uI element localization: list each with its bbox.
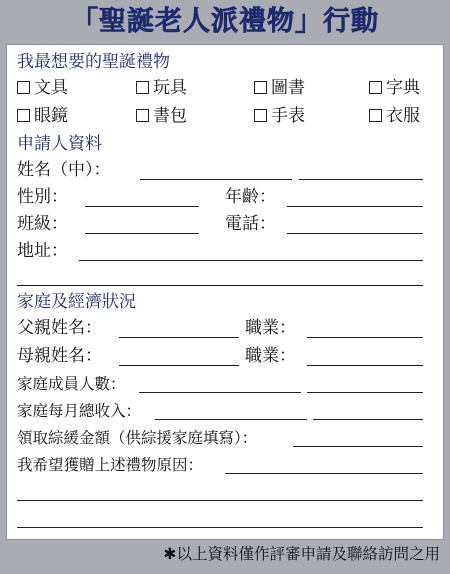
reason-field-line2[interactable]	[17, 500, 423, 501]
checkbox-icon	[254, 81, 267, 94]
applicant-heading: 申請人資料	[17, 134, 102, 154]
checkbox-icon	[17, 81, 30, 94]
family-members-label: 家庭成員人數：	[17, 375, 126, 393]
cssa-amount-field[interactable]	[293, 446, 423, 447]
wish-checkbox-schoolbag[interactable]: 書包	[136, 105, 187, 127]
wish-checkbox-dictionary[interactable]: 字典	[369, 77, 420, 99]
checkbox-icon	[254, 109, 267, 122]
application-form	[6, 44, 444, 540]
form-title: 「聖誕老人派禮物」行動	[71, 6, 379, 37]
wish-checkbox-books[interactable]: 圖書	[254, 77, 305, 99]
address-field-line2[interactable]	[17, 285, 423, 286]
address-label: 地址：	[17, 241, 68, 261]
monthly-income-field-extra[interactable]	[313, 419, 423, 420]
checkbox-icon	[17, 109, 30, 122]
wishlist-heading: 我最想要的聖誕禮物	[17, 52, 170, 72]
class-field[interactable]	[85, 233, 199, 234]
mother-job-label: 職業：	[245, 346, 296, 366]
wish-checkbox-watch[interactable]: 手表	[254, 105, 305, 127]
name-field[interactable]	[140, 179, 292, 180]
cssa-amount-label: 領取綜緩金額（供綜援家庭填寫）：	[17, 429, 258, 447]
mother-name-label: 母親姓名：	[17, 346, 102, 366]
phone-field[interactable]	[287, 233, 423, 234]
reason-label: 我希望獲贈上述禮物原因：	[17, 456, 204, 474]
mother-name-field[interactable]	[119, 365, 239, 366]
name-field-extra[interactable]	[299, 179, 423, 180]
father-name-label: 父親姓名：	[17, 318, 102, 338]
father-job-label: 職業：	[245, 318, 296, 338]
address-field[interactable]	[79, 260, 423, 261]
wish-checkbox-stationery[interactable]: 文具	[17, 77, 68, 99]
monthly-income-field[interactable]	[155, 419, 307, 420]
wish-checkbox-toys[interactable]: 玩具	[136, 77, 187, 99]
monthly-income-label: 家庭每月總收入：	[17, 402, 142, 420]
phone-label: 電話：	[225, 214, 276, 234]
age-label: 年齡：	[225, 187, 276, 207]
reason-field-line3[interactable]	[17, 527, 423, 528]
reason-field[interactable]	[225, 473, 423, 474]
age-field[interactable]	[287, 206, 423, 207]
family-heading: 家庭及經濟狀況	[17, 292, 136, 312]
checkbox-icon	[369, 109, 382, 122]
wish-checkbox-clothes[interactable]: 衣服	[369, 105, 420, 127]
checkbox-icon	[136, 81, 149, 94]
family-members-field[interactable]	[139, 392, 301, 393]
father-name-field[interactable]	[119, 337, 239, 338]
gender-field[interactable]	[85, 206, 199, 207]
footnote: ✱以上資料僅作評審申請及聯絡訪問之用	[163, 545, 440, 563]
family-members-field-extra[interactable]	[307, 392, 423, 393]
checkbox-icon	[369, 81, 382, 94]
class-label: 班級：	[17, 214, 68, 234]
father-job-field[interactable]	[307, 337, 423, 338]
wish-checkbox-glasses[interactable]: 眼鏡	[17, 105, 68, 127]
checkbox-icon	[136, 109, 149, 122]
name-label: 姓名（中）：	[17, 160, 111, 180]
mother-job-field[interactable]	[307, 365, 423, 366]
gender-label: 性別：	[17, 187, 68, 207]
